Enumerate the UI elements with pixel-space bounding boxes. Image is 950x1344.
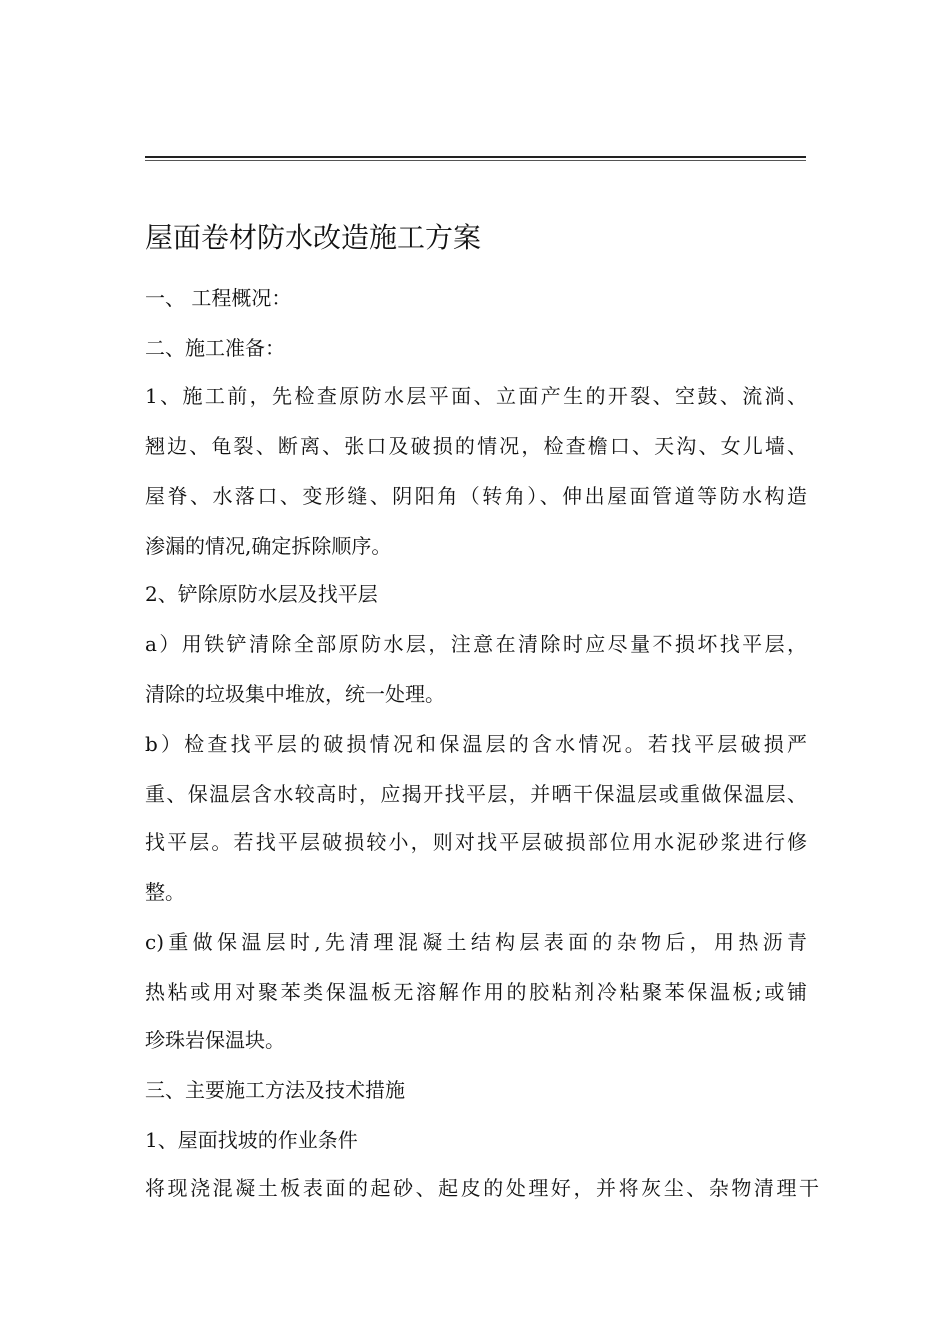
paragraph-line: 重、保温层含水较高时，应揭开找平层，并晒干保温层或重做保温层、 xyxy=(145,782,807,806)
section-heading: 一、 工程概况： xyxy=(145,286,292,310)
document-title: 屋面卷材防水改造施工方案 xyxy=(145,221,482,254)
paragraph-line: 找平层。若找平层破损较小，则对找平层破损部位用水泥砂浆进行修 xyxy=(145,830,807,854)
paragraph-line: 热粘或用对聚苯类保温板无溶解作用的胶粘剂冷粘聚苯保温板;或铺 xyxy=(145,980,807,1004)
section-heading: 二、施工准备： xyxy=(145,336,285,360)
paragraph-line: 将现浇混凝土板表面的起砂、起皮的处理好，并将灰尘、杂物清理干 xyxy=(145,1176,819,1200)
paragraph-line: c)重做保温层时,先清理混凝土结构层表面的杂物后，用热沥青 xyxy=(145,930,807,954)
header-rule xyxy=(145,156,806,158)
subsection-heading: 1、屋面找坡的作业条件 xyxy=(145,1128,358,1152)
header-rule-thin xyxy=(145,160,806,161)
paragraph-line: 1、施工前，先检查原防水层平面、立面产生的开裂、空鼓、流淌、 xyxy=(145,384,807,408)
paragraph-line: a）用铁铲清除全部原防水层，注意在清除时应尽量不损坏找平层， xyxy=(145,632,807,656)
subsection-heading: 2、铲除原防水层及找平层 xyxy=(145,582,378,606)
section-heading: 三、主要施工方法及技术措施 xyxy=(145,1078,405,1102)
paragraph-line: 整。 xyxy=(145,880,185,904)
paragraph-line: 屋脊、水落口、变形缝、阴阳角（转角）、伸出屋面管道等防水构造 xyxy=(145,484,807,508)
paragraph-line: 翘边、龟裂、断离、张口及破损的情况，检查檐口、天沟、女儿墙、 xyxy=(145,434,807,458)
paragraph-line: 清除的垃圾集中堆放，统一处理。 xyxy=(145,682,445,706)
paragraph-line: 珍珠岩保温块。 xyxy=(145,1028,285,1052)
paragraph-line: 渗漏的情况,确定拆除顺序。 xyxy=(145,534,392,558)
paragraph-line: b）检查找平层的破损情况和保温层的含水情况。若找平层破损严 xyxy=(145,732,807,756)
